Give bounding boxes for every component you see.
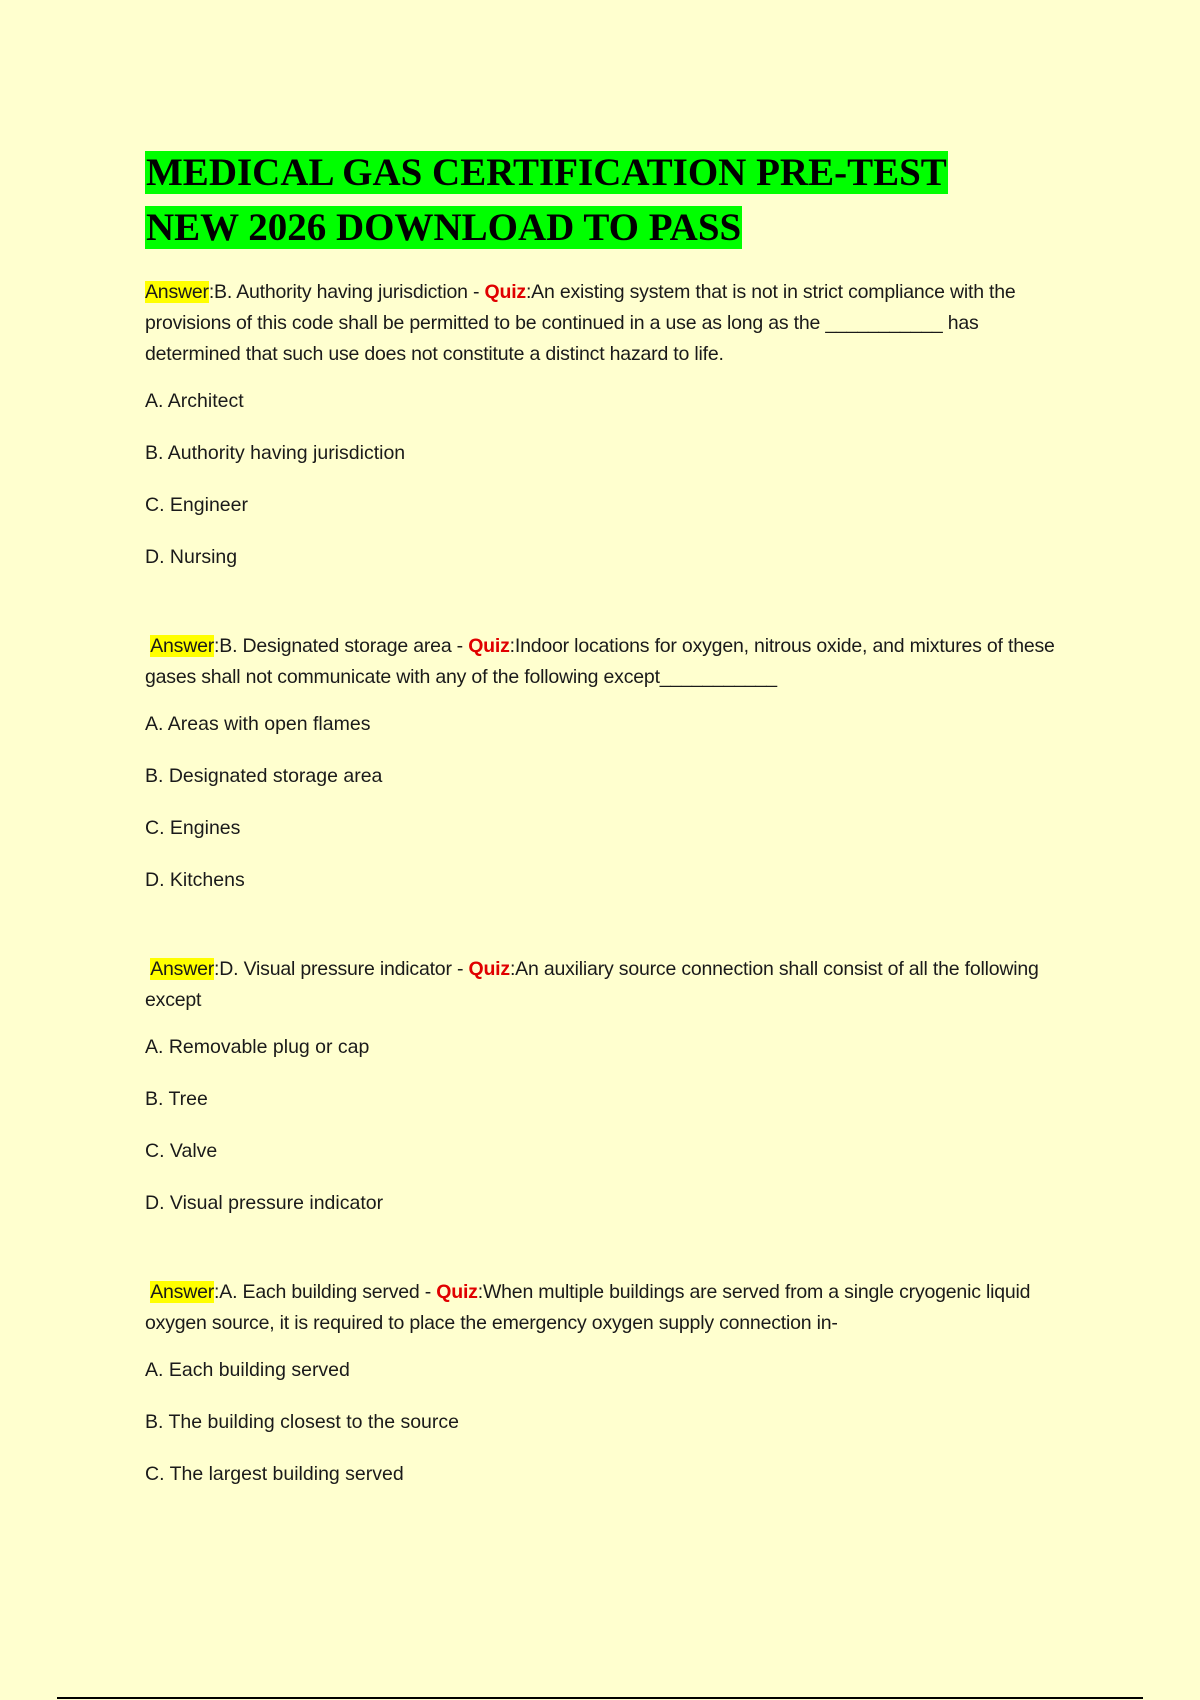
question-block [145, 631, 1065, 894]
option-b: B. Tree [145, 1088, 208, 1110]
option-d: D. Visual pressure indicator [145, 1192, 384, 1214]
option-c: C. Engineer [145, 494, 248, 516]
option-b: B. Designated storage area [145, 765, 383, 787]
answer-label: Answer [150, 635, 215, 657]
option-a: A. Each building served [145, 1359, 350, 1381]
question-text [145, 631, 1065, 693]
option-c: C. Valve [145, 1140, 218, 1162]
document-page [145, 145, 1065, 1512]
quiz-text: :An existing system that is not in strict compliance with the provisions of this code shall be permitted to be continued in a use as long as the ___________ has determined that such use does not constitute a distinct hazard to life. [145, 281, 1016, 365]
answer-label: Answer [145, 281, 209, 303]
option-d: D. Nursing [145, 546, 238, 568]
quiz-label: Quiz [436, 1281, 478, 1303]
quiz-text: :An auxiliary source connection shall consist of all the following except [145, 958, 1039, 1011]
option-a: A. Areas with open flames [145, 713, 371, 735]
question-block [145, 1277, 1065, 1488]
option-b: B. The building closest to the source [145, 1411, 459, 1433]
option-a: A. Architect [145, 390, 244, 412]
quiz-label: Quiz [484, 281, 526, 303]
option-a: A. Removable plug or cap [145, 1036, 370, 1058]
quiz-label: Quiz [468, 635, 510, 657]
option-d: D. Kitchens [145, 869, 245, 891]
question-text [145, 1277, 1065, 1339]
answer-text: :A. Each building served - [214, 1281, 437, 1303]
document-title [145, 145, 1065, 255]
answer-text: :D. Visual pressure indicator - [214, 958, 469, 980]
question-block [145, 277, 1065, 571]
answer-text: :B. Authority having jurisdiction - [208, 281, 485, 303]
quiz-text: :Indoor locations for oxygen, nitrous oxide, and mixtures of these gases shall not communicate with any of the following except___________ [145, 635, 1055, 688]
quiz-label: Quiz [468, 958, 510, 980]
answer-label: Answer [150, 958, 215, 980]
answer-label: Answer [150, 1281, 215, 1303]
option-b: B. Authority having jurisdiction [145, 442, 406, 464]
question-text [145, 954, 1065, 1016]
footer-divider [57, 1697, 1143, 1699]
option-c: C. Engines [145, 817, 241, 839]
title-line-1: MEDICAL GAS CERTIFICATION PRE-TEST [146, 151, 947, 194]
title-line-2: NEW 2026 DOWNLOAD TO PASS [146, 206, 742, 249]
answer-text: :B. Designated storage area - [214, 635, 469, 657]
quiz-text: :When multiple buildings are served from a single cryogenic liquid oxygen source, it is required to place the emergency oxygen supply connection in- [145, 1281, 1031, 1334]
question-block [145, 954, 1065, 1217]
question-text [145, 277, 1065, 370]
option-c: C. The largest building served [145, 1463, 404, 1485]
